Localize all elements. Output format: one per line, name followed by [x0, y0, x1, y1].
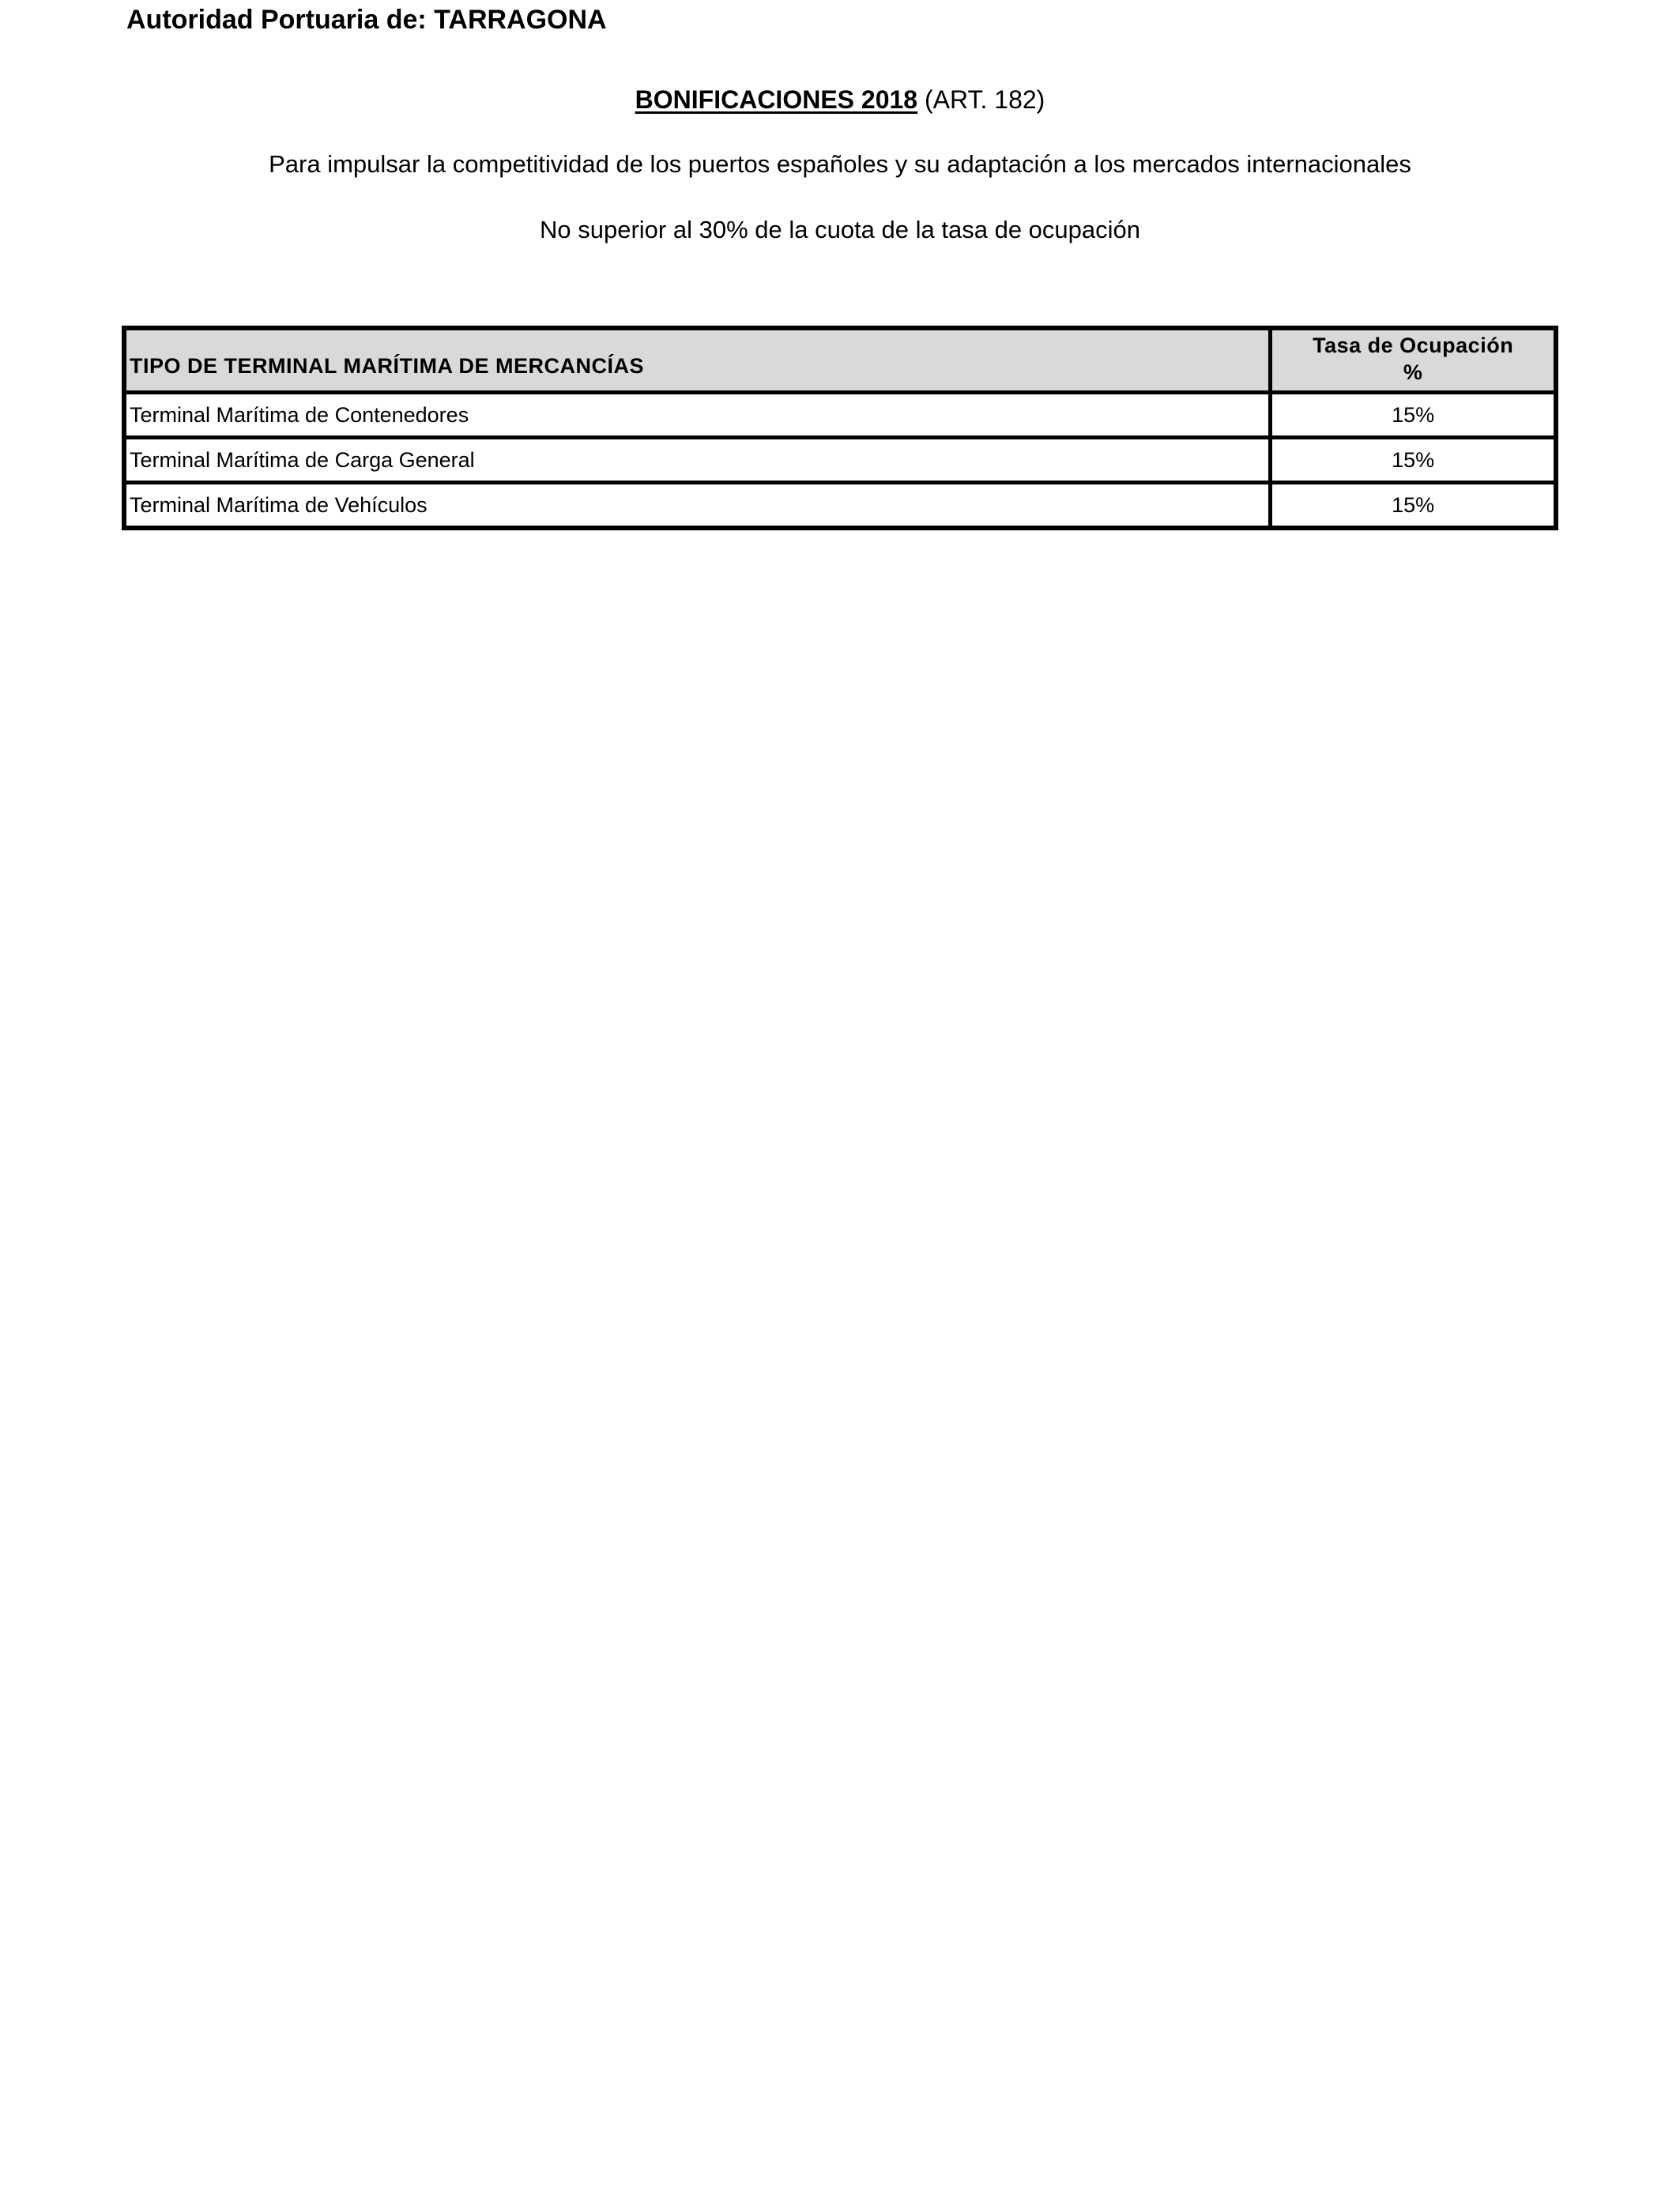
- table-header-row: [124, 328, 1556, 393]
- title-main: BONIFICACIONES 2018: [635, 85, 918, 114]
- column-header-terminal-type: TIPO DE TERMINAL MARÍTIMA DE MERCANCÍAS: [124, 328, 1271, 393]
- table-row: [124, 438, 1556, 483]
- bonus-table: [122, 326, 1558, 530]
- subtitle-purpose: Para impulsar la competitividad de los puertos españoles y su adaptación a los mercados internacionales: [269, 150, 1411, 178]
- occupancy-rate-cell: 15%: [1271, 393, 1556, 438]
- title-article: (ART. 182): [924, 85, 1045, 114]
- occupancy-rate-cell: 15%: [1271, 438, 1556, 483]
- terminal-type-cell: Terminal Marítima de Contenedores: [124, 393, 1271, 438]
- subtitle-limit: No superior al 30% de la cuota de la tasa de ocupación: [540, 216, 1140, 243]
- header-rate-unit: %: [1403, 360, 1423, 384]
- terminal-type-cell: Terminal Marítima de Vehículos: [124, 483, 1271, 529]
- terminal-type-cell: Terminal Marítima de Carga General: [124, 438, 1271, 483]
- table-row: [124, 483, 1556, 529]
- table-row: [124, 393, 1556, 438]
- column-header-occupancy-rate: [1271, 328, 1556, 393]
- occupancy-rate-cell: 15%: [1271, 483, 1556, 529]
- port-authority-heading: Autoridad Portuaria de: TARRAGONA: [126, 5, 607, 35]
- document-title: [0, 85, 1680, 115]
- header-rate-label: Tasa de Ocupación: [1313, 334, 1514, 357]
